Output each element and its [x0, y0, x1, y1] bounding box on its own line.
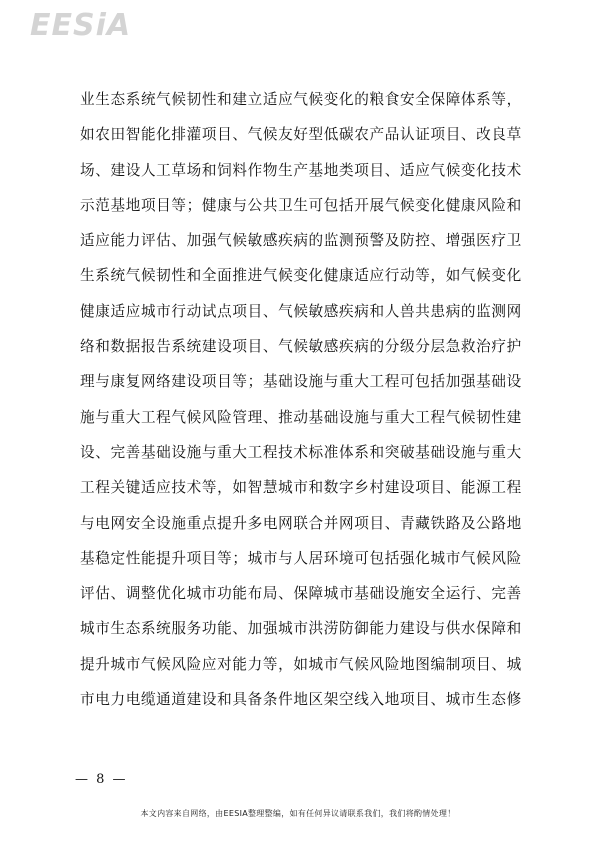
text-line-3: 场、建设人工草场和饲料作物生产基地类项目、适应气候变化技术 [80, 161, 521, 179]
text-line-5: 适应能力评估、加强气候敏感疾病的监测预警及防控、增强医疗卫 [80, 232, 521, 250]
text-line-16: 城市生态系统服务功能、加强城市洪涝防御能力建设与供水保障和 [80, 620, 521, 638]
document-body [80, 85, 521, 720]
text-line-7: 健康适应城市行动试点项目、气候敏感疾病和人兽共患病的监测网 [80, 302, 521, 320]
footer-disclaimer: 本文内容来自网络，由EESIA整理整编，如有任何异议请联系我们，我们将酌情处理！ [140, 809, 456, 818]
text-line-1: 业生态系统气候韧性和建立适应气候变化的粮食安全保障体系等， [80, 91, 521, 108]
text-line-9: 理与康复网络建设项目等；基础设施与重大工程可包括加强基础设 [80, 373, 521, 391]
text-line-8: 络和数据报告系统建设项目、气候敏感疾病的分级分层急救治疗护 [80, 338, 521, 356]
text-line-4: 示范基地项目等；健康与公共卫生可包括开展气候变化健康风险和 [80, 196, 521, 214]
text-line-10: 施与重大工程气候风险管理、推动基础设施与重大工程气候韧性建 [80, 408, 521, 426]
text-line-18: 市电力电缆通道建设和具备条件地区架空线入地项目、城市生态修 [80, 691, 521, 709]
text-line-14: 基稳定性能提升项目等；城市与人居环境可包括强化城市气候风险 [80, 549, 521, 567]
text-line-17: 提升城市气候风险应对能力等，如城市气候风险地图编制项目、城 [80, 655, 521, 673]
text-line-6: 生系统气候韧性和全面推进气候变化健康适应行动等，如气候变化 [80, 267, 521, 285]
page-number: — 8 — [75, 772, 126, 787]
eesia-logo: EESiA [30, 8, 132, 43]
text-line-2: 如农田智能化排灌项目、气候友好型低碳农产品认证项目、改良草 [80, 126, 521, 144]
text-line-12: 工程关键适应技术等，如智慧城市和数字乡村建设项目、能源工程 [80, 479, 521, 497]
text-line-15: 评估、调整优化城市功能布局、保障城市基础设施安全运行、完善 [80, 585, 521, 603]
text-line-11: 设、完善基础设施与重大工程技术标准体系和突破基础设施与重大 [80, 443, 521, 461]
text-line-13: 与电网安全设施重点提升多电网联合并网项目、青藏铁路及公路地 [80, 514, 521, 532]
